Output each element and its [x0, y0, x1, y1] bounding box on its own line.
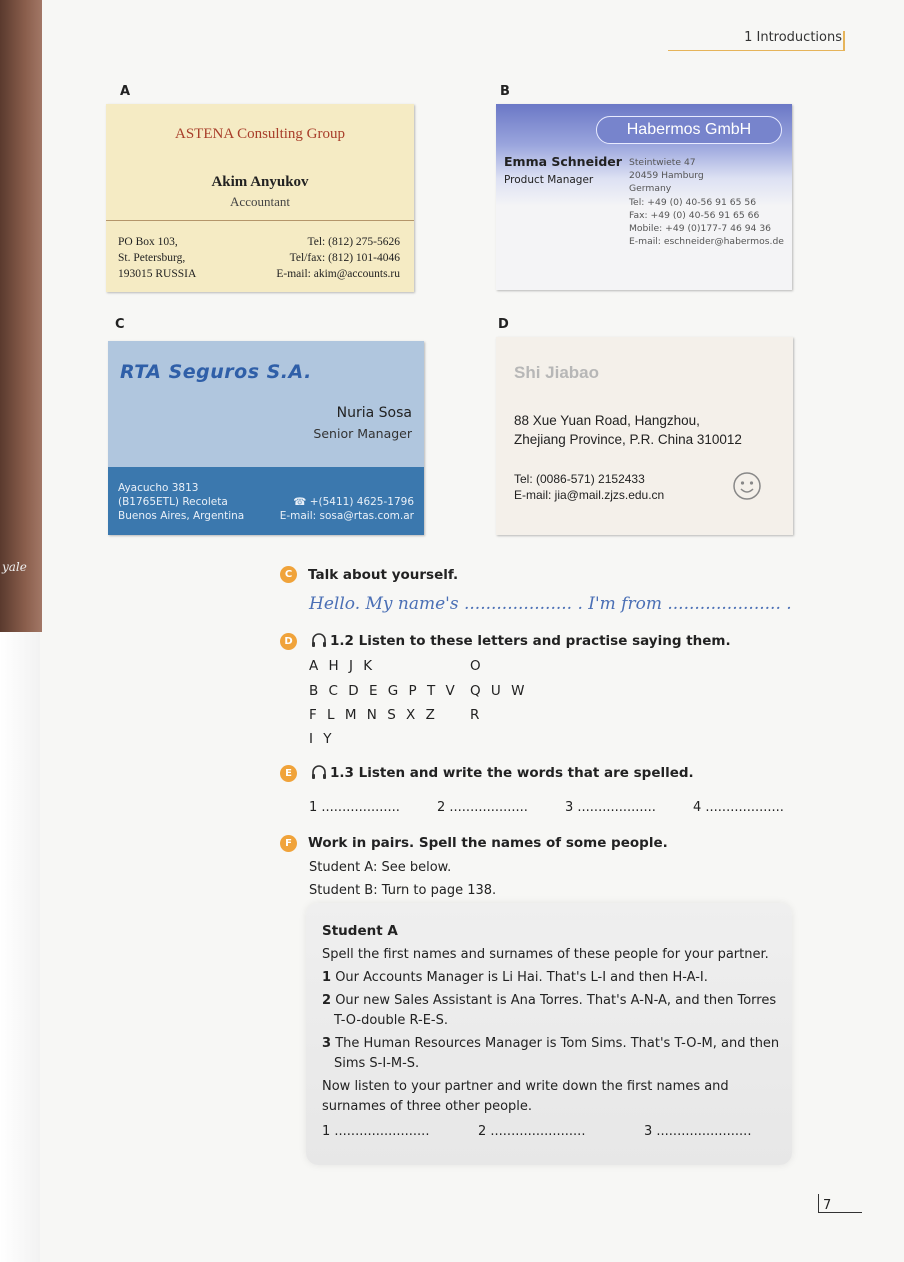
exercise-e-title: 1.3 Listen and write the words that are spelled. [330, 765, 694, 781]
card-c-letter: C [115, 317, 125, 332]
student-a-item [322, 991, 786, 1031]
exercise-c-answer-line[interactable]: Hello. My name's .................... . I'm from ..................... . [309, 594, 792, 614]
answer-blank[interactable]: 2 ................... [437, 800, 528, 815]
headphones-icon [311, 632, 327, 648]
exercise-c-badge: C [280, 566, 297, 583]
card-b-info-line: Tel: +49 (0) 40-56 91 65 56 [629, 196, 757, 208]
card-d-name: Shi Jiabao [514, 363, 600, 382]
card-a-address-line: PO Box 103, [118, 236, 178, 248]
item-text: Our Accounts Manager is Li Hai. That's L-I and then H-A-I. [335, 970, 708, 985]
card-b-info [629, 156, 784, 248]
card-a-letter: A [120, 84, 131, 99]
exercise-d-badge: D [280, 633, 297, 650]
card-a-contact-line: Tel/fax: (812) 101-4046 [289, 252, 400, 264]
item-number: 1 [322, 970, 332, 985]
card-d-letter: D [498, 317, 509, 332]
card-b-letter: B [500, 84, 510, 99]
item-text: The Human Resources Manager is Tom Sims. That's T-O-M, and then Sims S-I-M-S. [334, 1036, 780, 1071]
card-c-address-line: Buenos Aires, Argentina [118, 510, 245, 522]
card-c-title: Senior Manager [313, 426, 412, 441]
business-card-c [108, 341, 424, 535]
answer-blank[interactable]: 3 ................... [565, 800, 656, 815]
student-a-outro: Now listen to your partner and write down the first names and surnames of three other people. [322, 1079, 729, 1114]
page-number-rule [818, 1194, 819, 1212]
card-c-band [108, 467, 424, 535]
card-c-name: Nuria Sosa [336, 405, 412, 421]
student-a-box [306, 903, 792, 1165]
headphones-icon [311, 764, 327, 780]
card-b-info-line: Steintwiete 47 [629, 157, 696, 168]
student-a-item [322, 968, 786, 988]
spine-word: yale [2, 560, 27, 574]
card-a-address [118, 234, 196, 282]
letters-row: O [470, 658, 484, 674]
card-a-name: Akim Anyukov [211, 174, 309, 190]
card-b-company: Habermos GmbH [596, 116, 782, 144]
card-b-info-line: Mobile: +49 (0)177-7 46 94 36 [629, 223, 772, 235]
card-c-address [118, 481, 244, 523]
card-a-address-line: St. Petersburg, [118, 252, 186, 264]
card-c-company: RTA Seguros S.A. [120, 361, 312, 383]
card-a-contact-line: Tel: (812) 275-5626 [307, 236, 400, 248]
header-rule [668, 50, 844, 51]
card-d-address-line: Zhejiang Province, P.R. China 310012 [514, 432, 742, 447]
page-number: 7 [823, 1198, 832, 1213]
student-a-title: Student A [322, 923, 398, 939]
student-a-item [322, 1034, 786, 1074]
item-number: 3 [322, 1036, 332, 1051]
card-c-contact-line: E-mail: sosa@rtas.com.ar [279, 510, 414, 522]
card-b-info-line: Germany [629, 183, 672, 195]
letters-row: B C D E G P T V [309, 683, 458, 699]
card-a-contact-line: E-mail: akim@accounts.ru [276, 268, 400, 280]
exercise-e-badge: E [280, 765, 297, 782]
answer-blank[interactable]: 4 ................... [693, 800, 784, 815]
exercise-f-line: Student A: See below. [309, 860, 452, 875]
answer-blank[interactable]: 2 ....................... [478, 1124, 586, 1139]
exercise-d-title: 1.2 Listen to these letters and practise saying them. [330, 633, 731, 649]
card-a-contact [276, 234, 400, 282]
letters-row: F L M N S X Z [309, 707, 438, 723]
card-c-address-line: Ayacucho 3813 [118, 482, 199, 494]
card-d-contact-line: Tel: (0086-571) 2152433 [514, 472, 645, 486]
running-header: 1 Introductions [744, 30, 842, 45]
letters-row: R [470, 707, 483, 723]
letters-row: Q U W [470, 683, 528, 699]
header-bar [843, 31, 845, 51]
card-c-address-line: (B1765ETL) Recoleta [118, 496, 228, 508]
card-d-address [514, 411, 742, 449]
business-card-d [496, 337, 793, 535]
answer-blank[interactable]: 1 ....................... [322, 1124, 430, 1139]
answer-blank[interactable]: 3 ....................... [644, 1124, 752, 1139]
card-b-info-line: 20459 Hamburg [629, 170, 704, 182]
exercise-f-title: Work in pairs. Spell the names of some people. [308, 835, 668, 851]
answer-blank[interactable]: 1 ................... [309, 800, 400, 815]
item-text: Our new Sales Assistant is Ana Torres. That's A-N-A, and then Torres T-O-double R-E-S. [334, 993, 777, 1028]
card-a-divider [106, 220, 414, 221]
student-a-intro: Spell the first names and surnames of these people for your partner. [322, 947, 769, 962]
business-card-b [496, 104, 792, 290]
card-a-address-line: 193015 RUSSIA [118, 268, 197, 280]
smiley-icon [732, 471, 762, 501]
business-card-a [106, 104, 414, 292]
card-c-contact-line: ☎ +(5411) 4625-1796 [293, 496, 414, 508]
card-d-contact [514, 471, 664, 503]
item-number: 2 [322, 993, 332, 1008]
letters-row: A H J K [309, 658, 376, 674]
card-b-info-line: E-mail: eschneider@habermos.de [629, 236, 784, 248]
card-b-name: Emma Schneider [504, 154, 622, 169]
card-d-address-line: 88 Xue Yuan Road, Hangzhou, [514, 413, 700, 428]
exercise-f-line: Student B: Turn to page 138. [309, 883, 497, 898]
exercise-c-title: Talk about yourself. [308, 567, 459, 583]
card-b-title: Product Manager [504, 174, 594, 186]
card-a-title: Accountant [230, 194, 290, 209]
spine-shadow [0, 0, 42, 632]
card-a-company: ASTENA Consulting Group [174, 126, 345, 142]
card-c-contact [280, 495, 414, 523]
card-d-contact-line: E-mail: jia@mail.zjzs.edu.cn [514, 488, 665, 502]
exercise-f-badge: F [280, 835, 297, 852]
letters-row: I Y [309, 731, 335, 747]
card-b-info-line: Fax: +49 (0) 40-56 91 65 66 [629, 209, 760, 221]
